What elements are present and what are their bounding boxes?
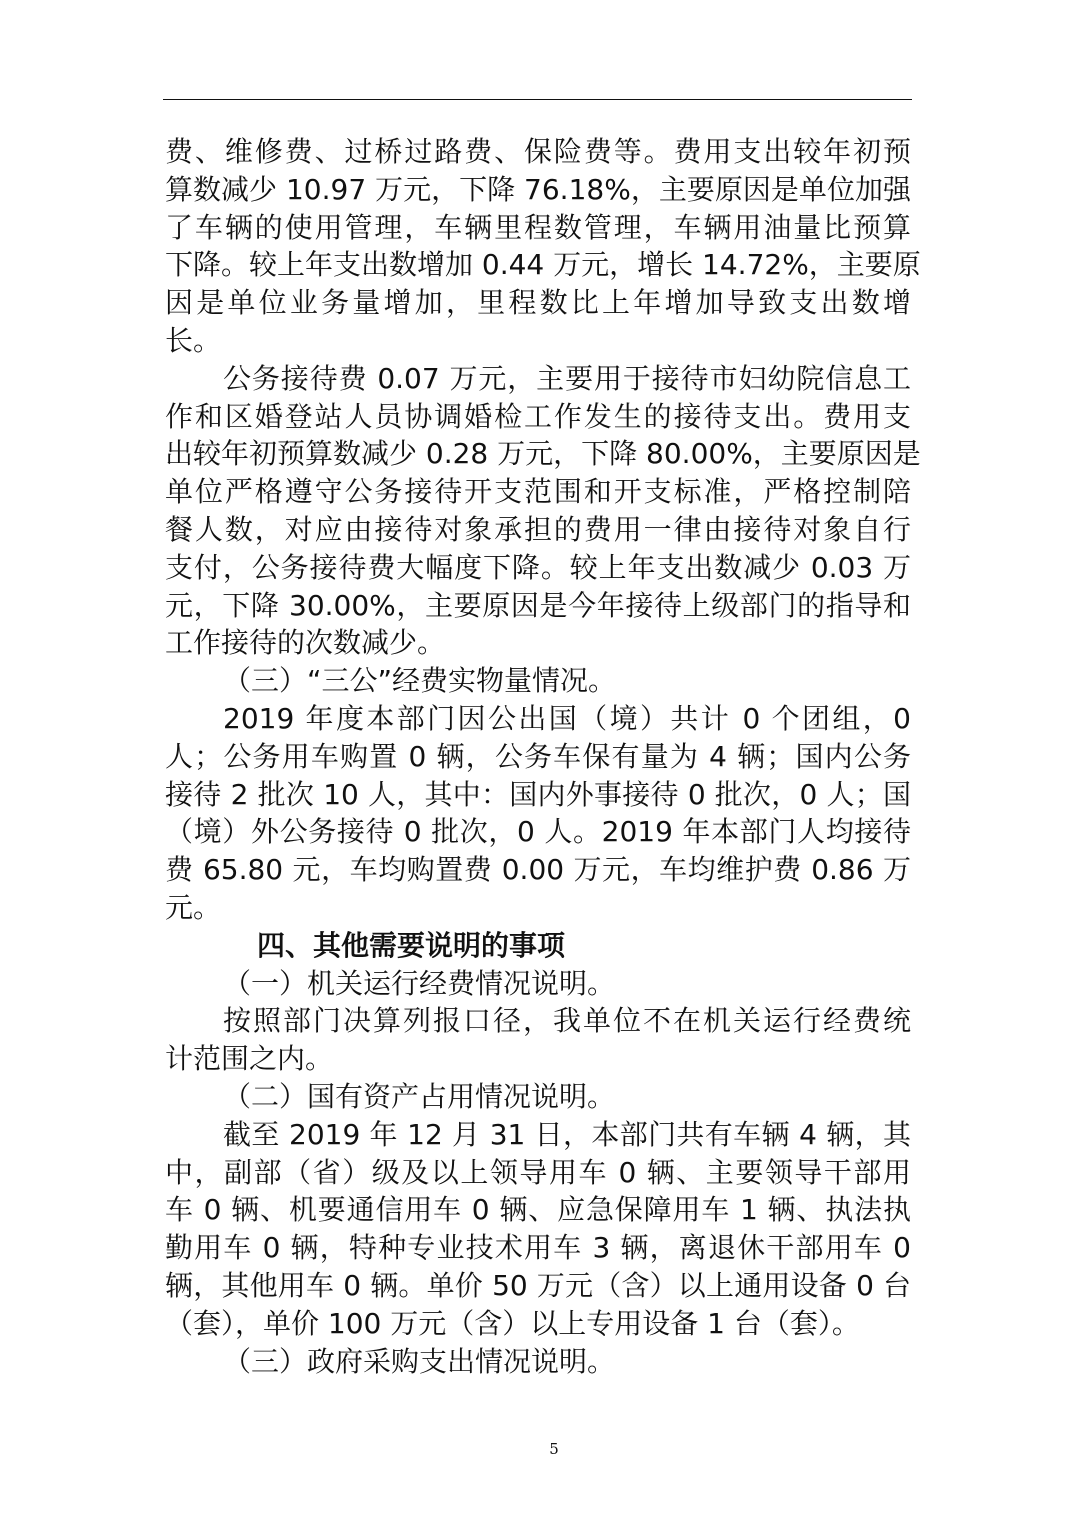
text-line: （二）国有资产占用情况说明。 [223,1079,616,1113]
text-line: 餐人数，对应由接待对象承担的费用一律由接待对象自行 [165,512,911,546]
text-line: 2019 年度本部门因公出国（境）共计 0 个团组，0 [223,701,911,735]
text-line: 算数减少 10.97 万元，下降 76.18%，主要原因是单位加强 [165,172,911,206]
text-line: 公务接待费 0.07 万元，主要用于接待市妇幼院信息工 [223,361,911,395]
text-line: 了车辆的使用管理，车辆里程数管理，车辆用油量比预算 [165,210,911,244]
section-heading [165,927,911,965]
document-body [165,133,921,1380]
text-line: 出较年初预算数减少 0.28 万元，下降 80.00%，主要原因是 [165,437,921,471]
subsection-heading [165,662,911,700]
text-line: 长。 [165,323,222,357]
text-line: 计范围之内。 [165,1042,334,1076]
text-line: 单位严格遵守公务接待开支范围和开支标准，严格控制陪 [165,475,911,509]
header-rule [163,99,912,100]
text-line: 四、其他需要说明的事项 [257,928,566,962]
text-line: （境）外公务接待 0 批次，0 人。2019 年本部门人均接待 [165,815,911,849]
text-line: 因是单位业务量增加，里程数比上年增加导致支出数增 [165,286,911,320]
text-line: （三）“三公”经费实物量情况。 [223,664,617,698]
page-number: 5 [549,1440,559,1458]
text-line: 车 0 辆、机要通信用车 0 辆、应急保障用车 1 辆、执法执 [165,1193,911,1227]
subsection-heading [165,1078,911,1116]
text-line: 截至 2019 年 12 月 31 日，本部门共有车辆 4 辆，其 [223,1117,911,1151]
paragraph [165,133,921,360]
text-line: 支付，公务接待费大幅度下降。较上年支出数减少 0.03 万 [165,550,911,584]
subsection-heading [165,965,911,1003]
text-line: 辆，其他用车 0 辆。单价 50 万元（含）以上通用设备 0 台 [165,1268,911,1302]
paragraph [165,1002,911,1078]
paragraph [165,700,911,927]
text-line: 下降。较上年支出数增加 0.44 万元，增长 14.72%，主要原 [165,248,921,282]
text-line: 接待 2 批次 10 人，其中：国内外事接待 0 批次，0 人；国 [165,777,911,811]
paragraph [165,360,921,662]
text-line: 人；公务用车购置 0 辆，公务车保有量为 4 辆；国内公务 [165,739,911,773]
text-line: （套），单价 100 万元（含）以上专用设备 1 台（套）。 [165,1306,860,1340]
text-line: 费 65.80 元，车均购置费 0.00 万元，车均维护费 0.86 万 [165,853,911,887]
text-line: 中，副部（省）级及以上领导用车 0 辆、主要领导干部用 [165,1155,911,1189]
text-line: （一）机关运行经费情况说明。 [223,966,616,1000]
text-line: 元。 [165,890,222,924]
text-line: 元，下降 30.00%，主要原因是今年接待上级部门的指导和 [165,588,911,622]
text-line: 作和区婚登站人员协调婚检工作发生的接待支出。费用支 [165,399,911,433]
text-line: 费、维修费、过桥过路费、保险费等。费用支出较年初预 [165,135,911,168]
subsection-heading [165,1343,911,1381]
text-line: 勤用车 0 辆，特种专业技术用车 3 辆，离退休干部用车 0 [165,1231,911,1265]
text-line: 工作接待的次数减少。 [165,626,446,660]
text-line: 按照部门决算列报口径，我单位不在机关运行经费统 [223,1004,911,1038]
text-line: （三）政府采购支出情况说明。 [223,1344,616,1378]
paragraph [165,1116,911,1343]
